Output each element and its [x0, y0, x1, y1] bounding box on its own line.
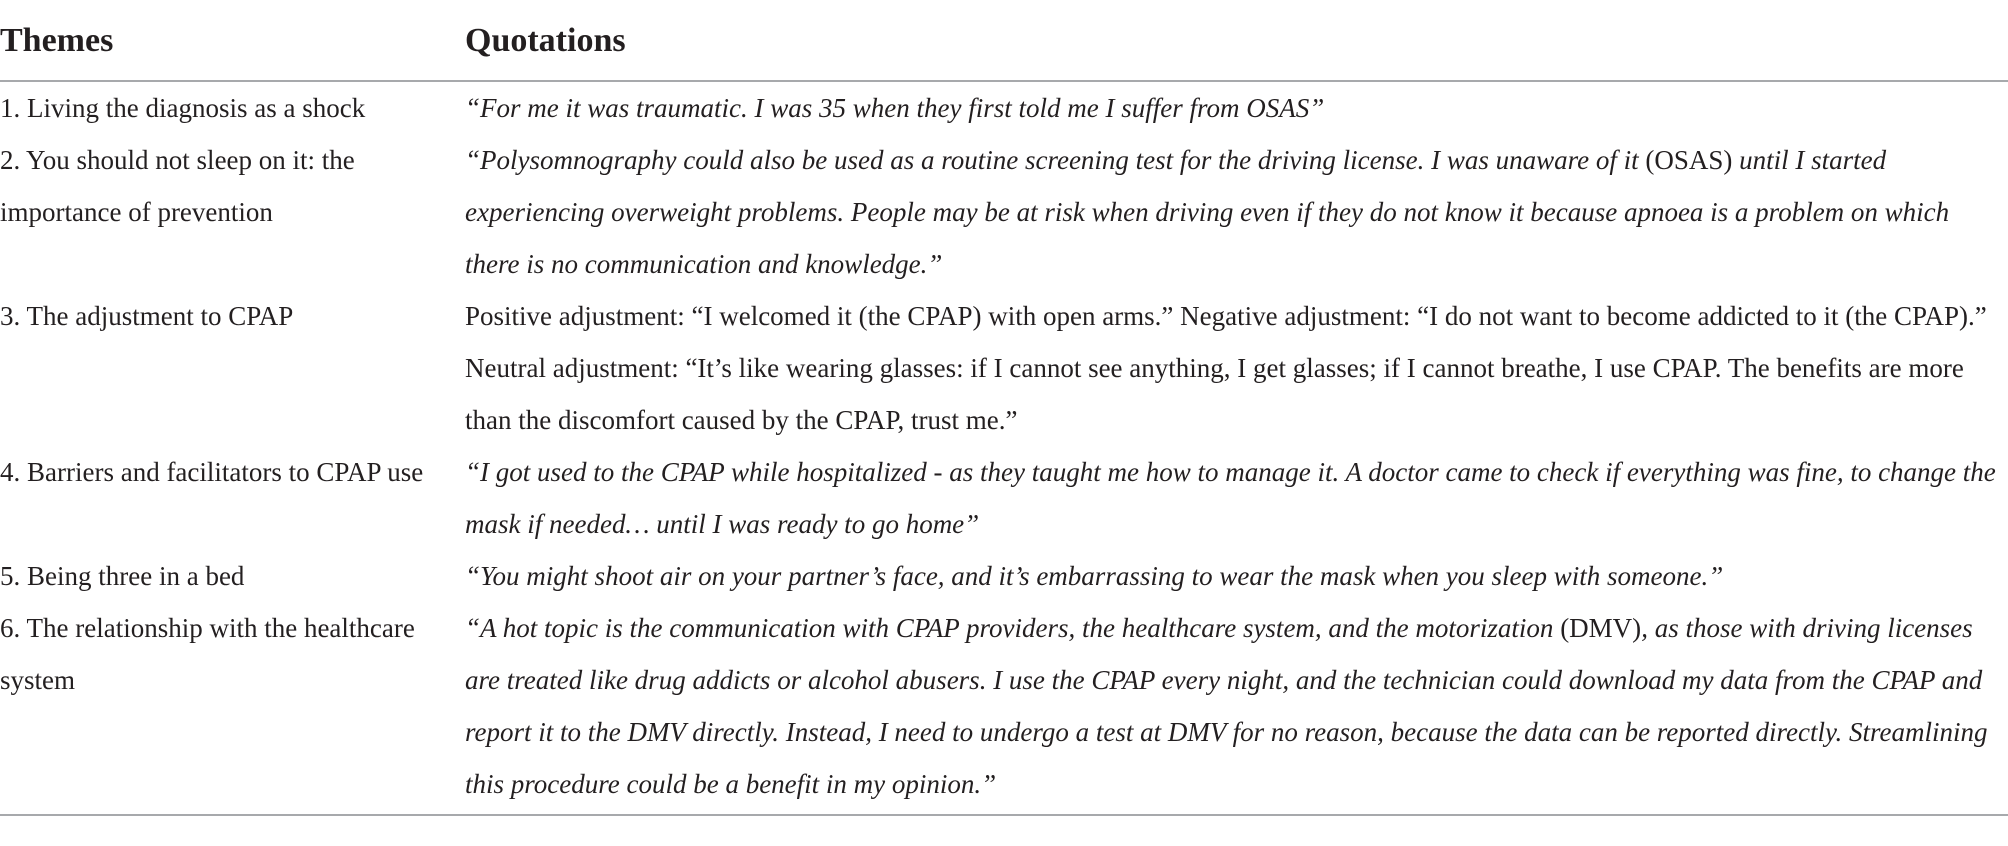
- quote-abbreviation: (DMV): [1560, 613, 1642, 643]
- quote-cell: “You might shoot air on your partner’s face, and it’s embarrassing to wear the mask when you sleep with someone.”: [465, 561, 1724, 591]
- table-row: [0, 602, 2008, 815]
- table-header-row: [0, 14, 2008, 81]
- quote-cell: “For me it was traumatic. I was 35 when they first told me I suffer from OSAS”: [465, 93, 1325, 123]
- theme-cell: 2. You should not sleep on it: the importance of prevention: [0, 145, 355, 227]
- table-row: [0, 290, 2008, 446]
- theme-cell: 6. The relationship with the healthcare system: [0, 613, 415, 695]
- header-quotations: Quotations: [465, 14, 2008, 81]
- quote-text: until I started experiencing overweight problems. People may be at risk when driving even if they do not know it because apnoea is a problem on which there is no communication and knowledge.”: [465, 145, 1950, 279]
- theme-cell: 3. The adjustment to CPAP: [0, 301, 294, 331]
- table-row: [0, 134, 2008, 290]
- themes-quotations-table: [0, 14, 2008, 816]
- quote-text: , as those with driving licenses are treated like drug addicts or alcohol abusers. I use the CPAP every night, and the technician could download my data from the CPAP and report it to the DMV directly. Instead, I need to undergo a test at DMV for no reason, because the data can be reported directly. Streamlining this procedure could be a benefit in my opinion.”: [465, 613, 1988, 799]
- theme-cell: 1. Living the diagnosis as a shock: [0, 93, 366, 123]
- quote-text: “A hot topic is the communication with CPAP providers, the healthcare system, and the motorization: [465, 613, 1554, 643]
- header-themes: Themes: [0, 14, 465, 81]
- table-row: [0, 550, 2008, 602]
- table-row: [0, 446, 2008, 550]
- quote-cell: [465, 134, 2008, 290]
- theme-cell: 4. Barriers and facilitators to CPAP use: [0, 457, 424, 487]
- quote-abbreviation: (OSAS): [1645, 145, 1733, 175]
- quote-text: “Polysomnography could also be used as a routine screening test for the driving license. I was unaware of it: [465, 145, 1639, 175]
- quote-cell: Positive adjustment: “I welcomed it (the CPAP) with open arms.” Negative adjustment: “I do not want to become addicted to it (the CPAP).” Neutral adjustment: “It’s like wearing glasses: if I cannot see anything, I get glasses; if I cannot breathe, I use CPAP. The benefits are more than the discomfort caused by the CPAP, trust me.”: [465, 301, 1987, 435]
- quote-cell: [465, 602, 2008, 815]
- quote-cell: “I got used to the CPAP while hospitalized - as they taught me how to manage it. A doctor came to check if everything was fine, to change the mask if needed… until I was ready to go home”: [465, 457, 1996, 539]
- table-row: [0, 81, 2008, 134]
- theme-cell: 5. Being three in a bed: [0, 561, 245, 591]
